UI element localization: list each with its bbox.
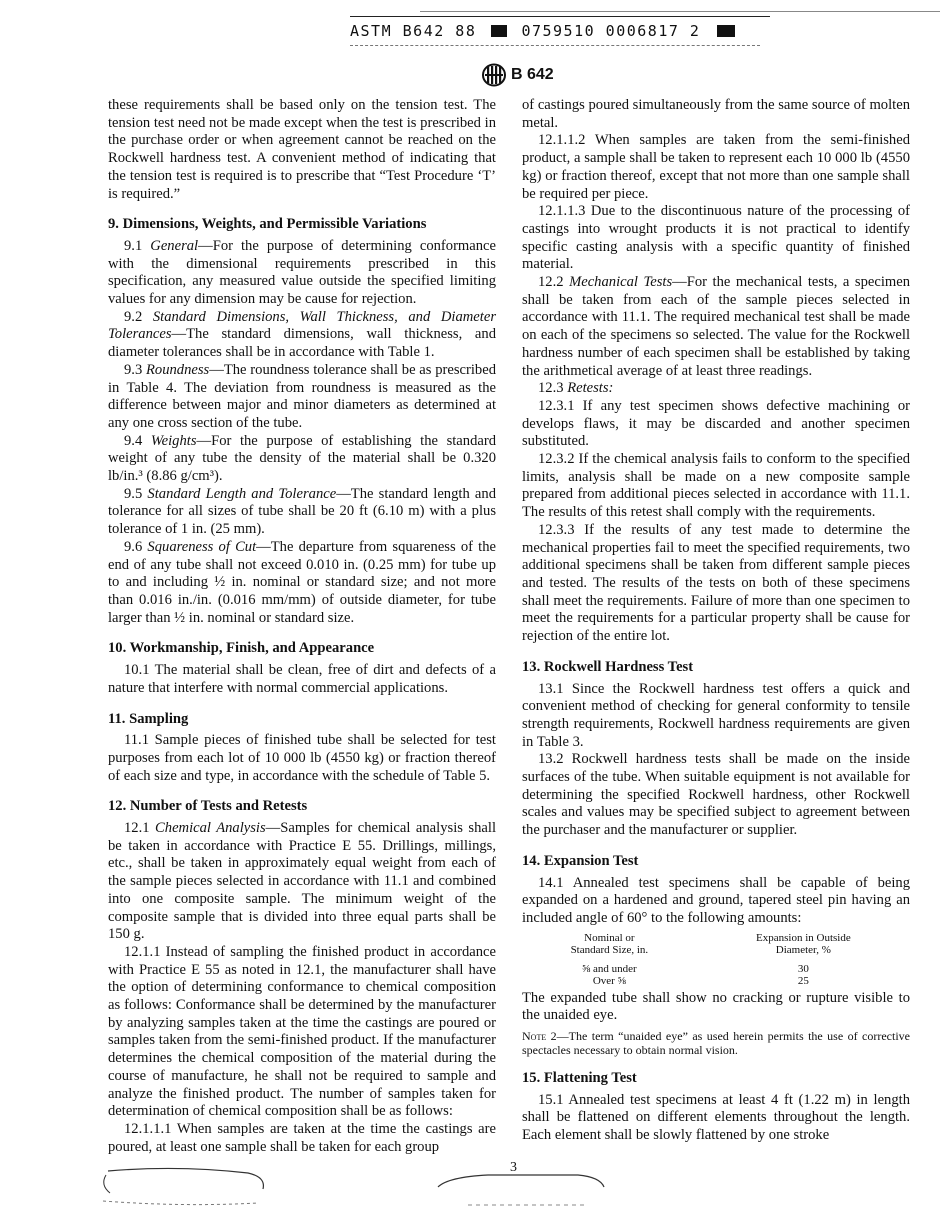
para-12-3-1: 12.3.1 If any test specimen shows defective machining or develops flaws, it may be discarded and another specimen substituted. [522,397,910,450]
para-9-6: 9.6 Squareness of Cut—The departure from squareness of the end of any tube shall not exceed 0.010 in. (0.25 mm) for tube up to and including ½ in. nominal or standard size; and not more than 0.016 in./in. (0.016 mm/mm) of outside diameter, for tube larger than ½ in. nominal or standard size. [108,538,496,626]
para-9-3: 9.3 Roundness—The roundness tolerance shall be as prescribed in Table 4. The deviation from roundness is measured as the difference between major and minor diameters as determined at any one cross section of the tube. [108,361,496,431]
table-cell-size: ⅝ and under [582,962,637,975]
left-column [108,97,496,1156]
scan-artifact-right [428,1165,618,1215]
para-13-1: 13.1 Since the Rockwell hardness test offers a quick and convenient method of checking for general conformity to tensile strength requirements, Rockwell hardness requirements are given in Table 3. [522,680,910,750]
para-9-5: 9.5 Standard Length and Tolerance—The standard length and tolerance for all sizes of tube shall be 20 ft (6.10 m) with a plus tolerance of 1 in. (25 mm). [108,485,497,538]
table-cell-expansion: 30 [797,962,809,975]
astm-logo-icon [481,63,507,87]
para-12-1-1: 12.1.1 Instead of sampling the finished product in accordance with Practice E 55 as noted in 12.1, the manufacturer shall have the option of determining conformance to chemical composition as follows: Conformance shall be determined by the manufacturer by analyzing samples taken at the time the castings are poured or samples taken from the semi-finished product. If the manufacturer determines the chemical composition of the material during the course of manufacture, he shall not be required to sample and analyze the finished product. The number of samples taken for determination of chemical composition shall be as follows: [108,943,496,1120]
table-row [522,957,910,976]
expansion-table-header [522,932,910,957]
para-12-3-3: 12.3.3 If the results of any test made to determine the mechanical properties fail to meet the specified requirements, two additional specimens shall be taken from different sample pieces and tested. The results of the tests on both of these specimens shall meet the requirements. Failure of more than one specimen to meet the requirements for a particular property shall be cause for rejection of the entire lot. [522,521,910,645]
section-9-heading: 9. Dimensions, Weights, and Permissible Variations [108,216,427,233]
para-9-1: 9.1 General—For the purpose of determining conformance with the dimensional requirements prescribed in this specification, any measured value outside the specified limiting values for any dimension may be cause for rejection. [108,237,497,308]
scan-block-mark-end [717,25,735,37]
para-12-3-2: 12.3.2 If the chemical analysis fails to conform to the specified limits, analysis shall be made on a new composite sample prepared from additional pieces selected in accordance with 11.1. The results of this retest shall comply with the requirements. [522,451,910,521]
section-11-heading: 11. Sampling [108,710,189,727]
section-12-heading: 12. Number of Tests and Retests [108,798,308,815]
para-15-1: 15.1 Annealed test specimens at least 4 ft (1.22 m) in length shall be flattened on different elements throughout the length. Each element shall be slowly flattened by one stroke [522,1091,910,1144]
para-13-2: 13.2 Rockwell hardness tests shall be made on the inside surfaces of the tube. When suitable equipment is not available for determining the specified Rockwell hardness, other Rockwell scales and values may be specified subject to agreement between the purchaser and the manufacturer or supplier. [522,751,910,839]
section-14-heading: 14. Expansion Test [522,852,639,869]
expansion-result-text: The expanded tube shall show no cracking or rupture visible to the unaided eye. [522,989,910,1024]
para-10-1: 10.1 The material shall be clean, free of dirt and defects of a nature that interfere with normal commercial applications. [108,662,496,696]
scan-code-part1: ASTM B642 88 [350,22,477,40]
section-15-heading: 15. Flattening Test [522,1070,637,1087]
right-column [522,97,910,1145]
table-header-size: Nominal or Standard Size, in. [570,931,649,957]
section-13-heading: 13. Rockwell Hardness Test [522,658,694,675]
para-12-1-1-2: 12.1.1.2 When samples are taken from the semi-finished product, a sample shall be taken to represent each 10 000 lb (4550 kg) or fraction thereof, except that not more than one sample shall be required per piece. [522,132,910,202]
table-cell-size: Over ⅝ [592,975,626,988]
page-number: 3 [510,1160,517,1175]
para-9-2: 9.2 Standard Dimensions, Wall Thickness, and Diameter Tolerances—The standard dimensions, wall thickness, and diameter tolerances shall be in accordance with Table 1. [108,308,496,361]
para-12-1-1-1: 12.1.1.1 When samples are taken at the time the castings are poured, at least one sample shall be taken for each group [108,1120,496,1155]
note-label: Note 2 [522,1029,557,1044]
scan-code-part2: 0759510 0006817 2 [521,22,701,40]
para-12-1-1-3: 12.1.1.3 Due to the discontinuous nature of the processing of castings into wrought products it is not practical to identify specific casting analysis with a specific quantity of finished material. [522,203,910,273]
para-12-3: 12.3 Retests: [538,380,614,397]
para-11-1: 11.1 Sample pieces of finished tube shall be selected for test purposes from each lot of 10 000 lb (4550 kg) or fraction thereof of each size and type, in accordance with the schedule of Table 5. [108,732,496,784]
scan-code [350,22,735,40]
intro-paragraph: these requirements shall be based only on the tension test. The tension test need not be made except when the test is prescribed in the purchase order or when agreement cannot be reached on the Rockwell hardness test. A convenient method of indicating that the tension test is required is to prescribe that “Test Procedure ‘T’ is required.” [108,97,496,202]
para-12-2: 12.2 Mechanical Tests—For the mechanical tests, a specimen shall be taken from each of the sample pieces selected in accordance with 11.1. The required mechanical test shall be made on each of the specimens so selected. The value for the Rockwell hardness number of each specimen shall be established by taking the arithmetical average of at least three readings. [522,274,911,379]
section-10-heading: 10. Workmanship, Finish, and Appearance [108,640,375,657]
scan-artifact-left [88,1163,278,1218]
table-cell-expansion: 25 [797,975,809,988]
continued-paragraph: of castings poured simultaneously from the same source of molten metal. [522,97,910,131]
scan-block-mark [491,25,507,37]
scan-rule [350,16,770,17]
designation-code: B 642 [511,66,554,83]
para-12-1: 12.1 Chemical Analysis—Samples for chemical analysis shall be taken in accordance with Practice E 55. Drillings, millings, etc., shall be taken in approximately equal weight from each of the sample pieces selected in accordance with 11.1 and combined into one composite sample. The minimum weight of the composite sample that is divided into three equal parts shall be 150 g. [108,820,496,943]
note-2 [522,1029,910,1057]
scan-rule-top [420,11,940,12]
table-row [522,975,910,988]
para-9-4: 9.4 Weights—For the purpose of establishing the standard weight of any tube the density of the material shall be 0.320 lb/in.³ (8.86 g/cm³). [108,432,497,485]
expansion-table [522,932,910,988]
note-text: —The term “unaided eye” as used herein permits the use of corrective spectacles necessary to obtain normal vision. [522,1029,910,1058]
para-14-1: 14.1 Annealed test specimens shall be capable of being expanded on a hardened and ground, tapered steel pin having an included angle of 60° to the following amounts: [522,874,910,926]
scan-dashed-rule [350,45,760,46]
table-header-expansion: Expansion in Outside Diameter, % [756,931,851,957]
designation-header [481,63,554,87]
